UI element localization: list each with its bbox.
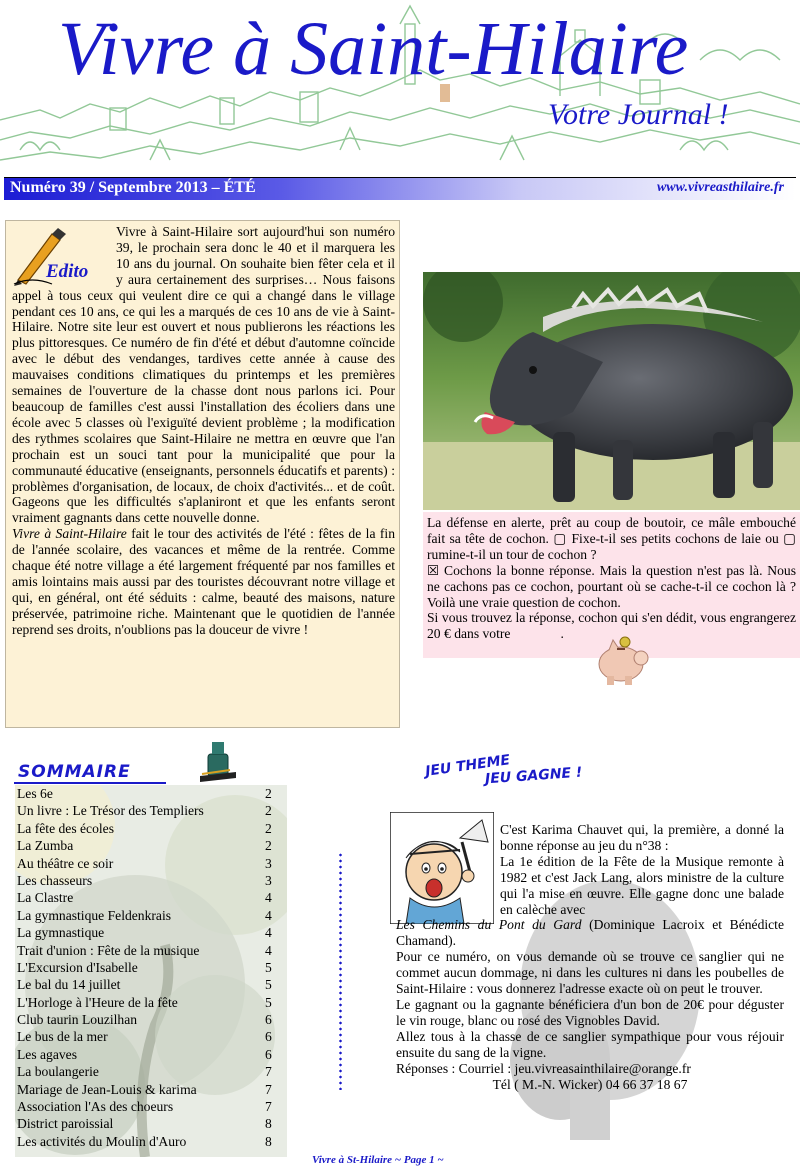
jeu-email[interactable]: Réponses : Courriel : jeu.vivreasainthilaire@orange.fr	[396, 1060, 691, 1076]
jeu-phone: Tél ( M.-N. Wicker) 04 66 37 18 67	[492, 1076, 688, 1092]
jeu-paragraph-2-end: Les Chemins du Pont du Gard (Dominique Lacroix et Bénédicte Chamand).	[396, 917, 784, 949]
toc-row[interactable]: L'Excursion d'Isabelle 5	[17, 959, 272, 975]
website-link[interactable]: www.vivreasthilaire.fr	[656, 180, 784, 195]
jeu-title-line-2: JEU GAGNE !	[484, 764, 583, 788]
toc-row[interactable]: La gymnastique 4	[17, 925, 272, 941]
toc-row[interactable]: La gymnastique Feldenkrais 4	[17, 907, 272, 923]
sommaire-title: SOMMAIRE	[18, 762, 131, 782]
toc-row[interactable]: Les 6e 2	[17, 786, 272, 801]
edito-journal-name: Vivre à Saint-Hilaire	[12, 526, 127, 542]
edito-box	[5, 220, 400, 728]
issue-bar	[4, 177, 796, 200]
edito-paragraph-2: Vivre à Saint-Hilaire fait le tour des activités de l'été : fêtes de la fin de l'année scolaire, des vacances et même de la rentrée. Comme chaque été notre village a été largement fréquenté par nos familles et amis lointains mais aussi par des touristes découvrant notre village et qui, en général, ont été séduits : calme, beauté des maisons, nature préservée, patrimoine riche. Maintenant que le quotidien de l'année reprend ses droits, n'oublions pas la douceur de vivre !	[12, 526, 395, 637]
toc-row[interactable]: La Zumba 2	[17, 838, 272, 854]
jeu-paragraph-4: Le gagnant ou la gagnante bénéficiera d'un bon de 20€ pour déguster le vin rouge, blanc ou rosé des Vignobles David.	[396, 996, 784, 1028]
ink-bottle-icon	[200, 740, 236, 784]
jeu-paragraph-3: Pour ce numéro, on vous demande où se trouve ce sanglier qui ne commet aucun dommage, ni dans les cultures ni dans les poubelles de Saint-Hilaire : vous donnerez l'adresse exacte où on peut le trouver.	[396, 949, 784, 997]
sommaire-list	[17, 785, 279, 1150]
jeu-title-line-1: JEU THEME	[424, 752, 512, 780]
edito-paragraph-1: Vivre à Saint-Hilaire sort aujourd'hui son numéro 39, le prochain sera donc le 40 et il marquera les 10 ans du journal. On souhaite bien fêter cela et il y aura certainement des surprises… Nous faisons appel à tous ceux qui veulent dire ce qui a changé dans le village pendant ces 10 ans, ce qui les a marqués de ces 10 ans de vie à Saint-Hilaire. Notre site leur est ouvert et nous publierons les réactions les plus pittoresques. Ce numéro de fin d'été et début d'automne coïncide avec le début des vendanges, tardives cette année à cause des mauvaises conditions climatiques du printemps et les premières semaines de l'ouverture de la chasse dont nous parlons ici. Pour beaucoup de familles c'est aussi l'installation des écoliers dans une école avec 5 classes où l'exiguïté devient problème ; la modification des rythmes scolaires que Saint-Hilaire ne mettra en œuvre que l'an prochain est un souci tant pour la municipalité que pour la communauté éducative (enseignants, personnels éducatifs et parents) : problèmes d'organisation, de locaux, de choix d'activités... et de coût. Gageons que les difficultés s'aplaniront et que les enfants seront vraiment gagnants dans cette nouvelle donne.	[12, 224, 395, 526]
toc-row[interactable]: L'Horloge à l'Heure de la fête 5	[17, 994, 272, 1010]
jeu-text	[396, 822, 784, 1092]
masthead	[0, 0, 800, 178]
piggy-bank-icon	[595, 636, 651, 688]
toc-row[interactable]: Mariage de Jean-Louis & karima 7	[17, 1081, 272, 1097]
toc-row[interactable]: Les agaves 6	[17, 1046, 272, 1062]
caption-last: Si vous trouvez la réponse, cochon qui s'en dédit, vous engrangerez 20 € dans votre .	[427, 610, 796, 642]
boar-statue-photo	[423, 272, 800, 510]
issue-number: Numéro 39 / Septembre 2013 – ÉTÉ	[10, 179, 256, 196]
journal-title: Vivre à Saint-Hilaire	[58, 7, 689, 91]
checked-box-icon: ☒	[427, 562, 440, 578]
checkbox-icon: ▢	[553, 530, 568, 546]
dotted-divider	[339, 852, 342, 1090]
jeu-paragraph-2: La 1e édition de la Fête de la Musique remonte à 1982 et c'est Jack Lang, alors ministre de la culture qui l'a mise en œuvre. Elle gagne donc une balade en calèche avec	[500, 853, 784, 917]
toc-row[interactable]: La boulangerie 7	[17, 1064, 272, 1080]
caption-text: La défense en alerte, prêt au coup de boutoir, ce mâle embouché fait sa tête de cochon. ▢ Fixe-t-il ses petits cochons de laie ou ▢ rumine-t-il un tour de cochon ?	[427, 515, 797, 562]
sommaire-box	[15, 785, 287, 1157]
edito-label: Edito	[46, 261, 89, 282]
boar-statue-image	[423, 272, 800, 510]
page-footer: Vivre à St-Hilaire ~ Page 1 ~	[312, 1154, 444, 1166]
toc-row[interactable]: Les activités du Moulin d'Auro 8	[17, 1133, 272, 1149]
jeu-paragraph-1: C'est Karima Chauvet qui, la première, a donné la bonne réponse au jeu du n°38 :	[500, 822, 784, 853]
toc-row[interactable]: Le bus de la mer 6	[17, 1029, 272, 1045]
toc-row[interactable]: La fête des écoles 2	[17, 820, 272, 836]
toc-row[interactable]: Un livre : Le Trésor des Templiers 2	[17, 803, 272, 819]
edito-header	[12, 224, 116, 286]
toc-row[interactable]: Les chasseurs 3	[17, 872, 272, 888]
jeu-paragraph-5: Allez tous à la chasse de ce sanglier sympathique pour vous réjouir ensuite du sang de la vigne.	[396, 1028, 784, 1060]
toc-row[interactable]: Trait d'union : Fête de la musique 4	[17, 942, 272, 958]
toc-row[interactable]: Association l'As des choeurs 7	[17, 1099, 272, 1115]
checkbox-icon: ▢	[783, 530, 797, 546]
journal-subtitle: Votre Journal !	[548, 98, 729, 131]
toc-row[interactable]: Club taurin Louzilhan 6	[17, 1012, 272, 1028]
caption-answer: ☒ Cochons la bonne réponse. Mais la question n'est pas là. Nous ne cachons pas ce cochon, pourtant où se cache-t-il ce cochon là ? Voilà une vraie question de cochon.	[427, 562, 796, 610]
toc-row[interactable]: La Clastre 4	[17, 890, 272, 906]
toc-row[interactable]: Au théâtre ce soir 3	[17, 855, 272, 871]
toc-row[interactable]: District paroissial 8	[17, 1116, 272, 1132]
toc-row[interactable]: Le bal du 14 juillet 5	[17, 977, 272, 993]
sommaire-underline	[14, 782, 166, 784]
